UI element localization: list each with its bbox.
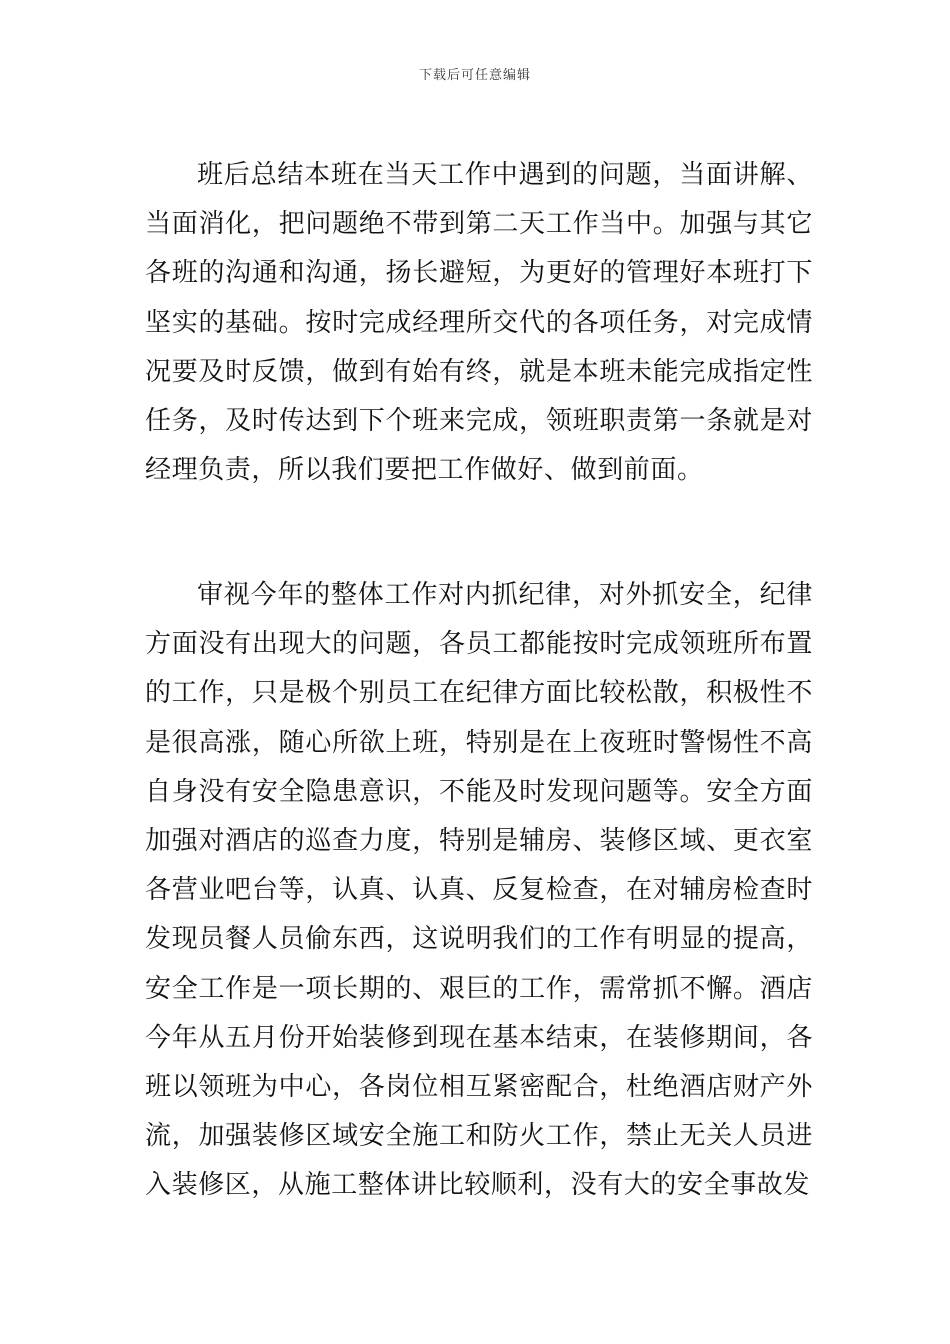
body-paragraph-1: 班后总结本班在当天工作中遇到的问题，当面讲解、当面消化，把问题绝不带到第二天工作当中。加强与其它各班的沟通和沟通，扬长避短，为更好的管理好本班打下坚实的基础。按时完成经理所交代的各项任务，对完成情况要及时反馈，做到有始有终，就是本班未能完成指定性任务，及时传达到下个班来完成，领班职责第一条就是对经理负责，所以我们要把工作做好、做到前面。 — [145, 160, 813, 486]
body-paragraph-2: 审视今年的整体工作对内抓纪律，对外抓安全，纪律方面没有出现大的问题，各员工都能按时完成领班所布置的工作，只是极个别员工在纪律方面比较松散，积极性不是很高涨，随心所欲上班，特别是在上夜班时警惕性不高自身没有安全隐患意识，不能及时发现问题等。安全方面加强对酒店的巡查力度，特别是辅房、装修区域、更衣室各营业吧台等，认真、认真、反复检查，在对辅房检查时发现员餐人员偷东西，这说明我们的工作有明显的提高，安全工作是一项长期的、艰巨的工作，需常抓不懈。酒店今年从五月份开始装修到现在基本结束，在装修期间，各班以领班为中心，各岗位相互紧密配合，杜绝酒店财产外流，加强装修区域安全施工和防火工作，禁止无关人员进入装修区，从施工整体讲比较顺利，没有大的安全事故发 — [145, 580, 813, 1201]
page-header-note: 下载后可任意编辑 — [418, 68, 531, 83]
